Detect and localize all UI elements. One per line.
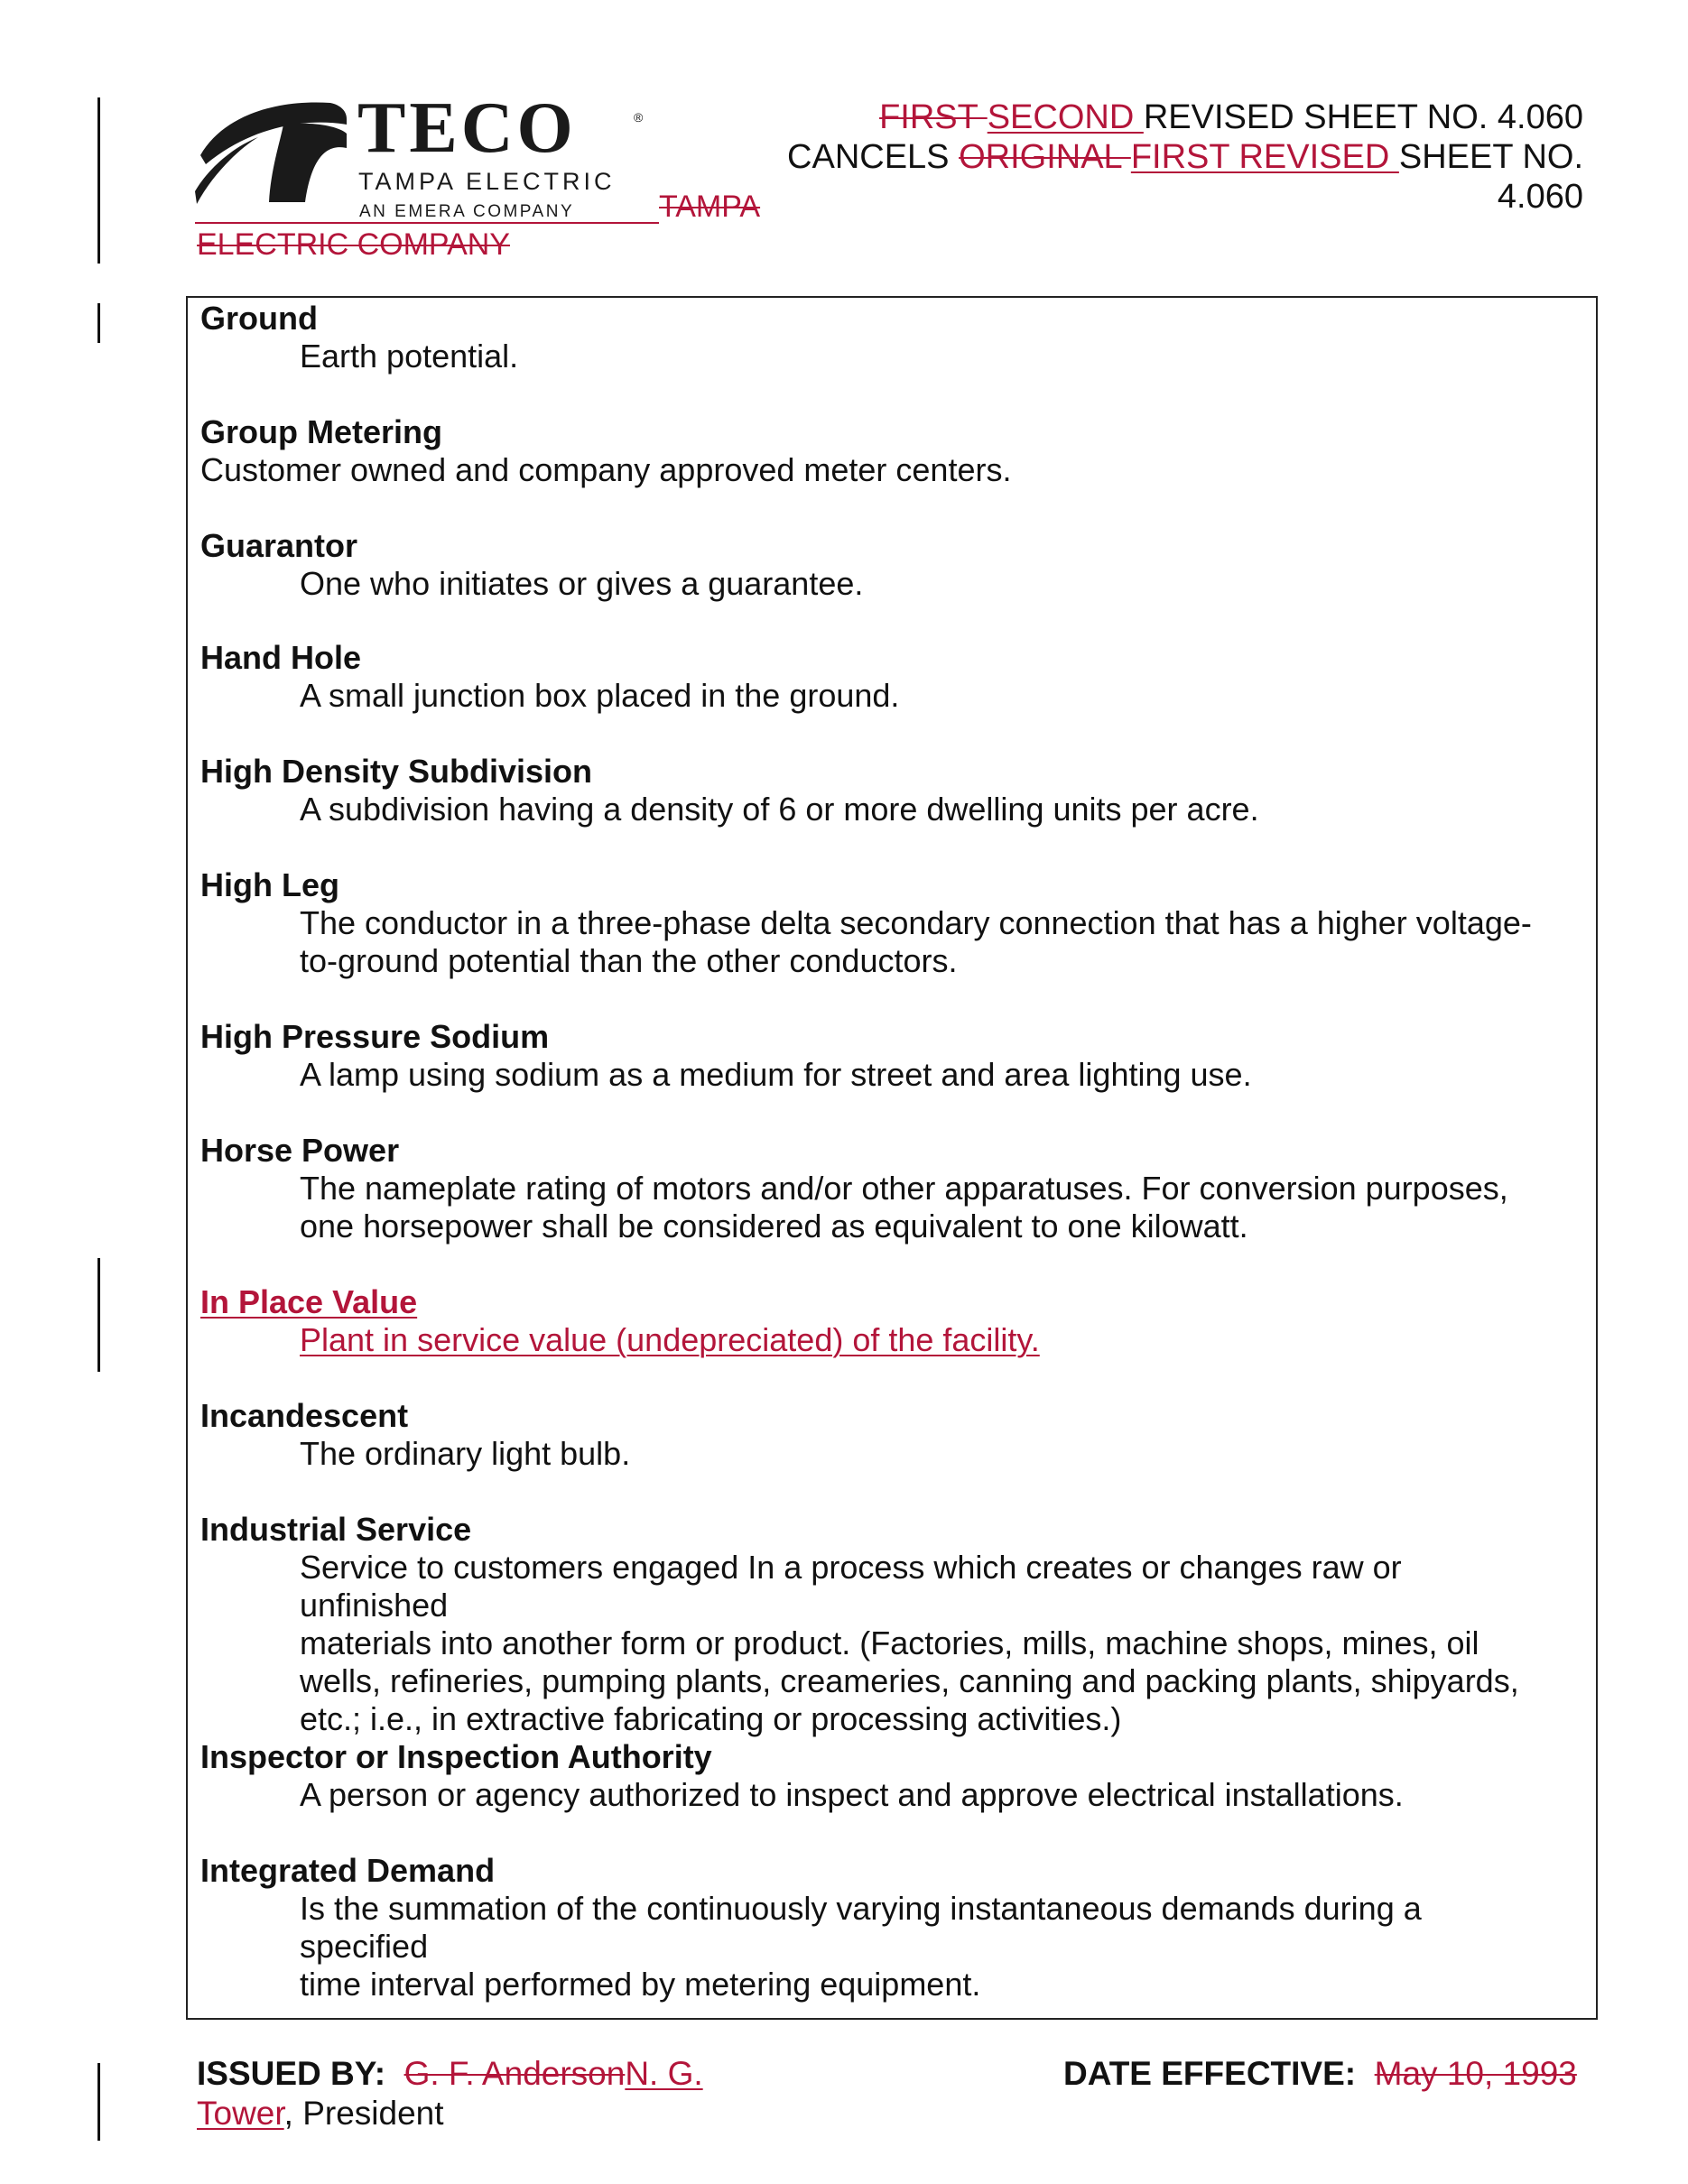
definition-entry [200, 1132, 1554, 1245]
definition-text: The ordinary light bulb. [300, 1435, 631, 1472]
definition-text: The nameplate rating of motors and/or other apparatuses. For conversion purposes, [300, 1170, 1508, 1207]
logo-subtitle: TAMPA ELECTRIC [358, 168, 616, 195]
company-name-deleted: ELECTRIC COMPANY [197, 227, 510, 262]
sheet-line-1 [717, 97, 1583, 137]
definition-term: Incandescent [200, 1397, 409, 1434]
inserted-text: SECOND [987, 98, 1144, 136]
definition-term: Integrated Demand [200, 1852, 496, 1889]
sheet-line-3 [717, 177, 1583, 217]
definition-entry [200, 753, 1554, 828]
definitions-box [186, 296, 1598, 2020]
deleted-text: FIRST [879, 98, 988, 136]
change-bar [97, 1258, 100, 1372]
definition-term: High Pressure Sodium [200, 1018, 550, 1055]
logo-wordmark: TECO [357, 88, 577, 168]
definition-term: Horse Power [200, 1132, 400, 1169]
sheet-text: 4.060 [1497, 178, 1583, 216]
date-label: DATE EFFECTIVE: [1063, 2055, 1357, 2092]
inserted-text: Plant in service value (undepreciated) of the facility. [300, 1321, 1040, 1358]
inserted-text: Tower [197, 2095, 284, 2132]
definition-text [200, 1321, 1554, 1359]
issued-line-1 [197, 2054, 1009, 2094]
definition-text: one horsepower shall be considered as equivalent to one kilowatt. [300, 1208, 1248, 1245]
company-name-deleted: TAMPA [659, 190, 761, 224]
definition-text: materials into another form or product. (Factories, mills, machine shops, mines, oil [300, 1624, 1479, 1661]
definition-entry [200, 1511, 1554, 1738]
issued-line-2 [197, 2094, 1009, 2133]
deleted-text: May 10, 1993 [1374, 2055, 1577, 2092]
change-bar [97, 2063, 100, 2141]
definition-entry [200, 413, 1554, 489]
change-bar [97, 97, 100, 264]
issued-label: ISSUED BY: [197, 2055, 386, 2092]
definition-text: wells, refineries, pumping plants, creameries, canning and packing plants, shipyards, [300, 1662, 1519, 1699]
definition-entry [200, 1852, 1554, 2004]
sheet-text: CANCELS [787, 138, 960, 176]
definition-term-inserted: In Place Value [200, 1283, 418, 1320]
definition-term: High Leg [200, 866, 339, 903]
inserted-underline [195, 222, 659, 224]
definition-term: Hand Hole [200, 639, 362, 676]
inserted-text: FIRST REVISED [1130, 138, 1399, 176]
definition-term: Inspector or Inspection Authority [200, 1738, 712, 1775]
definition-entry [200, 1397, 1554, 1473]
definition-text: Service to customers engaged In a process which creates or changes raw or unfinished [300, 1549, 1402, 1624]
definition-text: A person or agency authorized to inspect and approve electrical installations. [300, 1776, 1404, 1813]
definition-term: Industrial Service [200, 1511, 472, 1548]
definition-entry [200, 300, 1554, 375]
issued-by [197, 2054, 1009, 2133]
teco-logo [195, 90, 664, 226]
definition-term: High Density Subdivision [200, 753, 593, 790]
definition-entry [200, 1283, 1554, 1359]
definition-entry [200, 1738, 1554, 1814]
date-effective [1063, 2054, 1577, 2094]
registered-mark: ® [634, 110, 644, 125]
logo-tagline: AN EMERA COMPANY [359, 202, 575, 221]
definition-entry [200, 866, 1554, 980]
definition-term: Ground [200, 300, 318, 337]
definition-term: Group Metering [200, 413, 442, 450]
teco-swoosh-icon [195, 97, 350, 206]
definition-entry [200, 527, 1554, 603]
sheet-text: SHEET NO. [1398, 138, 1583, 176]
sheet-text: REVISED SHEET NO. 4.060 [1143, 98, 1583, 136]
sheet-number-block [717, 97, 1583, 217]
definition-entry [200, 1018, 1554, 1094]
definition-text: One who initiates or gives a guarantee. [300, 565, 864, 602]
definition-text: The conductor in a three-phase delta secondary connection that has a higher voltage- [300, 904, 1532, 941]
deleted-text: ORIGINAL [959, 138, 1131, 176]
definition-text: etc.; i.e., in extractive fabricating or processing activities.) [300, 1700, 1122, 1737]
issued-title: , President [283, 2095, 444, 2132]
definition-text: A lamp using sodium as a medium for street and area lighting use. [300, 1056, 1252, 1093]
inserted-text: N. G. [625, 2055, 703, 2092]
sheet-line-2 [717, 137, 1583, 177]
definition-text: time interval performed by metering equipment. [300, 1966, 981, 2003]
definition-text: A small junction box placed in the ground. [300, 677, 900, 714]
definition-text: to-ground potential than the other conductors. [300, 942, 958, 979]
definition-term: Guarantor [200, 527, 358, 564]
definition-text: A subdivision having a density of 6 or more dwelling units per acre. [300, 791, 1259, 828]
deleted-text: G. F. Anderson [403, 2055, 626, 2092]
definition-entry [200, 639, 1554, 715]
definition-text: Customer owned and company approved meter centers. [200, 451, 1012, 488]
definition-text: Earth potential. [300, 338, 519, 375]
definition-text: Is the summation of the continuously varying instantaneous demands during a specified [300, 1890, 1422, 1965]
change-bar [97, 303, 100, 343]
